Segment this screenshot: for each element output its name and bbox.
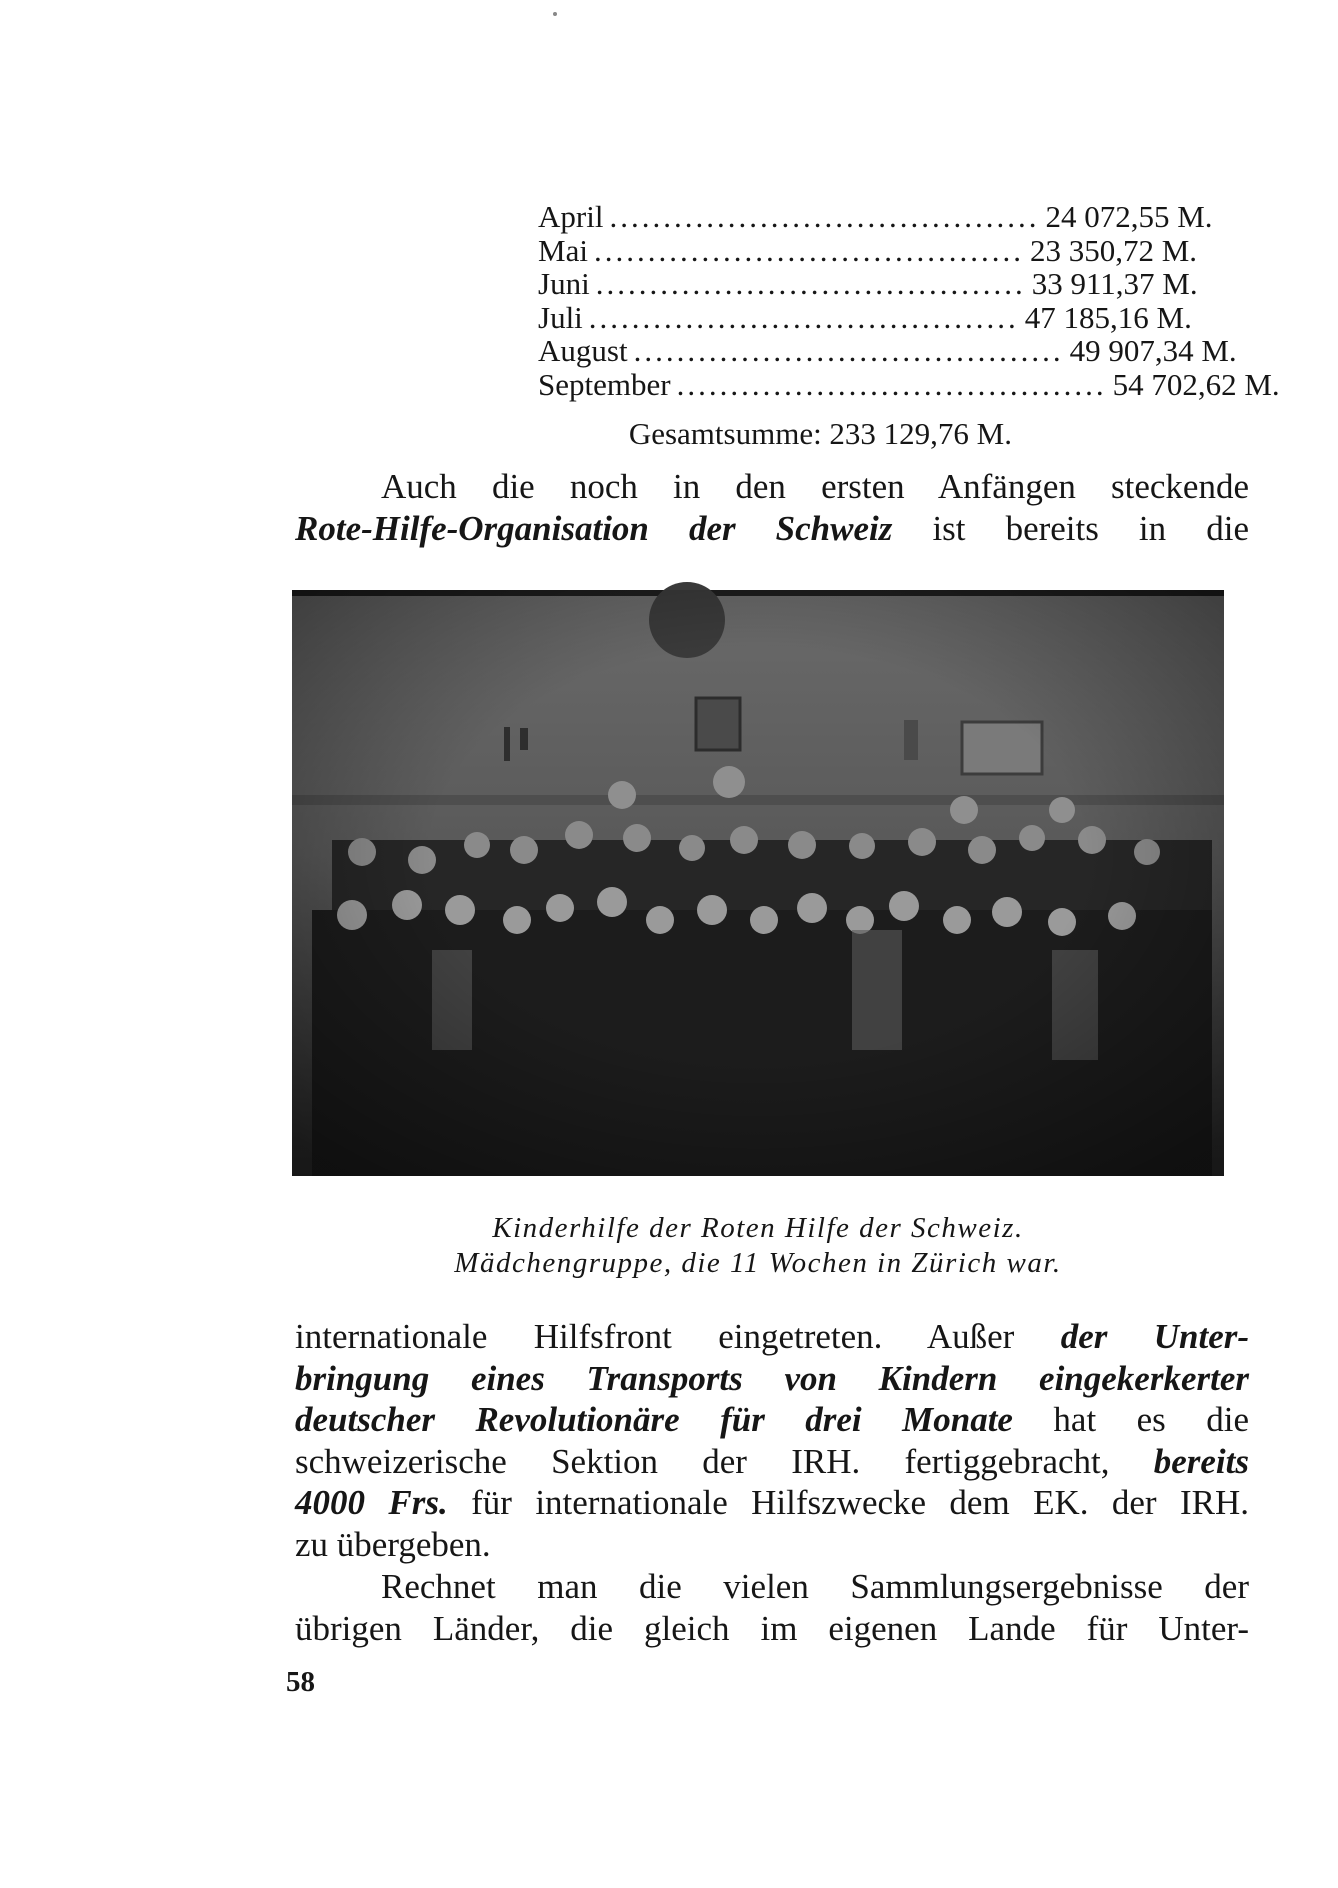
body-line-5-text: für internationale Hilfszwecke dem EK. der IRH. xyxy=(447,1483,1249,1522)
body-p2-line-1: Rechnet man die vielen Sammlungsergebnisse der xyxy=(381,1567,1249,1606)
body-p2-line-2: übrigen Länder, die gleich im eigenen Lande für Unter- xyxy=(295,1608,1249,1648)
ledger-amount: 47 185,16 M. xyxy=(1024,299,1192,335)
ledger-leader-dots: ........................................ xyxy=(609,199,1040,234)
body-line-4-text: schweizerische Sektion der IRH. fertiggebracht, xyxy=(295,1441,1154,1481)
print-speck xyxy=(553,12,557,16)
ledger-leader-dots: ........................................ xyxy=(633,333,1064,368)
donation-ledger xyxy=(538,199,1280,402)
body-line-1-emphasis: der Unter- xyxy=(1060,1317,1250,1356)
body-line-6: zu übergeben. xyxy=(295,1524,491,1564)
photo-image xyxy=(292,590,1224,1176)
ledger-leader-dots: ........................................ xyxy=(593,232,1024,268)
intro-line-1: Auch die noch in den ersten Anfängen steckende xyxy=(381,467,1249,506)
intro-line-2-rest: ist bereits in die xyxy=(892,508,1249,548)
ledger-row xyxy=(538,199,1213,234)
ledger-row xyxy=(538,299,1192,335)
ledger-row xyxy=(538,366,1280,402)
ledger-row xyxy=(538,266,1198,301)
ledger-month: September xyxy=(538,366,671,402)
group-photograph xyxy=(292,590,1224,1176)
body-line-4-emphasis: bereits xyxy=(1153,1441,1249,1481)
body-line-4 xyxy=(295,1441,1249,1483)
ledger-leader-dots: ........................................ xyxy=(595,266,1026,301)
body-line-1-text: internationale Hilfsfront eingetreten. Außer xyxy=(295,1317,1061,1356)
intro-emphasis: Rote-Hilfe-Organisation der Schweiz xyxy=(295,508,893,548)
ledger-row xyxy=(538,232,1198,268)
ledger-month: Juli xyxy=(538,299,583,335)
body-line-5 xyxy=(295,1482,1249,1524)
ledger-amount: 33 911,37 M. xyxy=(1031,266,1198,301)
photo-caption-line-1: Kinderhilfe der Roten Hilfe der Schweiz. xyxy=(492,1212,1024,1244)
body-line-3-text: hat es die xyxy=(1012,1400,1249,1439)
ledger-month: August xyxy=(538,333,628,368)
ledger-leader-dots: ........................................ xyxy=(588,299,1019,335)
ledger-amount: 23 350,72 M. xyxy=(1029,232,1198,268)
photo-caption-line-2: Mädchengruppe, die 11 Wochen in Zürich war. xyxy=(454,1247,1062,1279)
ledger-month: April xyxy=(538,199,604,234)
body-line-2 xyxy=(295,1358,1249,1400)
ledger-amount: 49 907,34 M. xyxy=(1069,333,1237,368)
intro-paragraph xyxy=(295,466,1249,549)
ledger-amount: 24 072,55 M. xyxy=(1045,199,1213,234)
body-line-1 xyxy=(295,1316,1249,1358)
page-number: 58 xyxy=(286,1666,315,1698)
body-line-3-emphasis: deutscher Revolutionäre für drei Monate xyxy=(295,1400,1013,1439)
body-paragraph-1 xyxy=(295,1316,1249,1565)
intro-line-2 xyxy=(295,508,1249,550)
ledger-month: Juni xyxy=(538,266,590,301)
ledger-amount: 54 702,62 M. xyxy=(1112,366,1280,402)
body-line-5-emphasis: 4000 Frs. xyxy=(295,1483,448,1522)
body-line-2-emphasis: bringung eines Transports von Kindern eingekerkerter xyxy=(295,1358,1249,1398)
body-line-3 xyxy=(295,1399,1249,1441)
ledger-leader-dots: ........................................ xyxy=(676,366,1107,402)
ledger-row xyxy=(538,333,1237,368)
body-paragraph-2 xyxy=(295,1566,1249,1649)
ledger-month: Mai xyxy=(538,232,588,268)
ledger-total: Gesamtsumme: 233 129,76 M. xyxy=(628,416,1012,451)
